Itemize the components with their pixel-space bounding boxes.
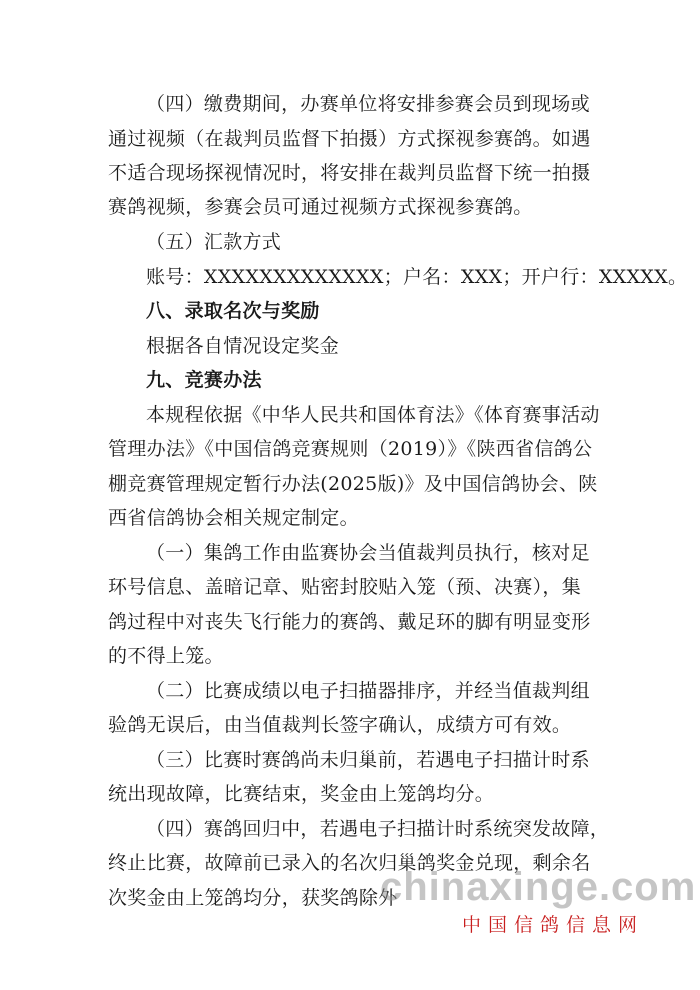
paragraph-line: 账号：XXXXXXXXXXXXX；户名：XXX；开户行：XXXXX。 (146, 266, 688, 288)
paragraph-line: 环号信息、盖暗记章、贴密封胶贴入笼（预、决赛），集 (108, 576, 582, 598)
paragraph-line: 验鸽无误后，由当值裁判长签字确认，成绩方可有效。 (108, 714, 572, 736)
watermark-site-name: 中国信鸽信息网 (462, 914, 645, 936)
paragraph-line: （一）集鸽工作由监赛协会当值裁判员执行，核对足 (146, 542, 590, 564)
paragraph-line: 不适合现场探视情况时，将安排在裁判员监督下统一拍摄 (108, 162, 591, 184)
paragraph-line: 西省信鸽协会相关规定制定。 (108, 507, 359, 529)
paragraph-line: （三）比赛时赛鸽尚未归巢前，若遇电子扫描计时系 (146, 749, 590, 771)
paragraph-line: 管理办法》《中国信鸽竞赛规则（2019）》《陕西省信鸽公 (108, 438, 593, 460)
section-heading: 八、录取名次与奖励 (146, 300, 320, 322)
paragraph-line: 鸽过程中对丧失飞行能力的赛鸽、戴足环的脚有明显变形 (108, 611, 591, 633)
paragraph-line: （二）比赛成绩以电子扫描器排序，并经当值裁判组 (146, 680, 590, 702)
paragraph-line: 通过视频（在裁判员监督下拍摄）方式探视参赛鸽。如遇 (108, 128, 591, 150)
paragraph-line: 终止比赛，故障前已录入的名次归巢鸽奖金兑现，剩余名 (108, 852, 591, 874)
paragraph-line: 的不得上笼。 (108, 645, 224, 667)
paragraph-line: （四）赛鸽回归中，若遇电子扫描计时系统突发故障， (146, 818, 610, 840)
section-heading: 九、竞赛办法 (146, 369, 262, 391)
watermark-domain: chinaxinge.com (380, 865, 697, 909)
paragraph-line: 根据各自情况设定奖金 (146, 335, 340, 357)
paragraph-line: 棚竞赛管理规定暂行办法(2025版)》及中国信鸽协会、陕 (108, 473, 598, 495)
paragraph-line: 次奖金由上笼鸽均分，获奖鸽除外 (108, 887, 398, 909)
paragraph-line: 本规程依据《中华人民共和国体育法》《体育赛事活动 (146, 404, 600, 426)
paragraph-line: 赛鸽视频，参赛会员可通过视频方式探视参赛鸽。 (108, 196, 533, 218)
paragraph-line: （四）缴费期间，办赛单位将安排参赛会员到现场或 (146, 93, 590, 115)
subsection-heading: （五）汇款方式 (146, 231, 282, 253)
paragraph-line: 统出现故障，比赛结束，奖金由上笼鸽均分。 (108, 783, 495, 805)
